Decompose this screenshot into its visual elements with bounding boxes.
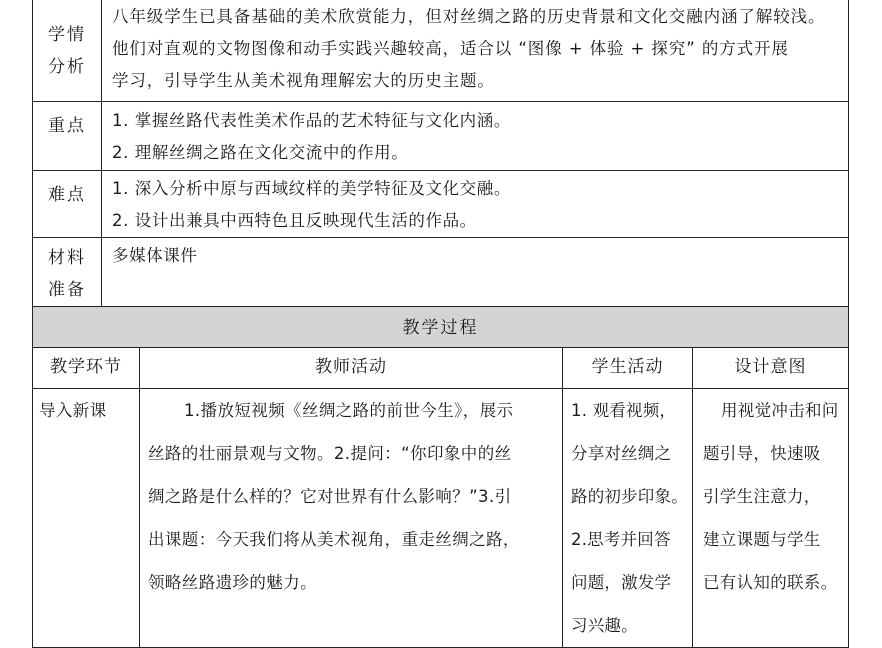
stage-label: 导入新课	[39, 401, 107, 420]
row-label-learning-analysis	[32, 0, 102, 102]
header-teacher-activity	[139, 347, 563, 389]
difficulties-content	[101, 170, 849, 238]
student-line: 2.思考并回答	[571, 530, 671, 549]
teacher-activity-cell	[139, 388, 563, 648]
student-line: 分享对丝绸之	[571, 444, 672, 463]
header-label: 教师活动	[315, 357, 387, 377]
content-line: 八年级学生已具备基础的美术欣赏能力，但对丝绸之路的历史背景和文化交融内涵了解较浅。	[112, 7, 826, 26]
header-label: 学生活动	[591, 357, 664, 377]
section-title: 教学过程	[402, 318, 479, 338]
key-points-content	[101, 101, 849, 171]
stage-cell	[32, 388, 140, 648]
header-stage	[32, 347, 140, 389]
student-line: 路的初步印象。	[571, 487, 688, 506]
student-line: 问题，激发学	[571, 573, 672, 592]
header-label: 教学环节	[50, 357, 122, 377]
materials-content	[101, 237, 849, 307]
intent-line: 建立课题与学生	[703, 530, 821, 549]
teacher-line: 领略丝路遗珍的魅力。	[148, 573, 317, 592]
content-line: 2. 设计出兼具中西特色且反映现代生活的作品。	[112, 211, 477, 230]
content-line: 2. 理解丝绸之路在文化交流中的作用。	[112, 143, 409, 162]
intent-line: 已有认知的联系。	[703, 573, 838, 592]
label-line: 重点	[48, 116, 86, 136]
content-line: 学习，引导学生从美术视角理解宏大的历史主题。	[112, 71, 495, 90]
row-label-key-points	[32, 101, 102, 171]
student-activity-cell	[562, 388, 693, 648]
content-line: 1. 深入分析中原与西域纹样的美学特征及文化交融。	[112, 179, 511, 198]
intent-line: 题引导，快速吸	[703, 444, 821, 463]
design-intent-cell	[692, 388, 849, 648]
label-line: 准备	[48, 280, 86, 300]
intent-line: 用视觉冲击和问	[721, 401, 839, 420]
row-label-materials	[32, 237, 102, 307]
row-label-difficulties	[32, 170, 102, 238]
teacher-line: 丝路的壮丽景观与文物。2.提问：“你印象中的丝	[148, 444, 512, 463]
label-line: 学情	[48, 25, 86, 45]
content-line: 1. 掌握丝路代表性美术作品的艺术特征与文化内涵。	[112, 111, 511, 130]
learning-analysis-content	[101, 0, 849, 102]
content-line: 多媒体课件	[112, 246, 198, 265]
teacher-line: 出课题：今天我们将从美术视角，重走丝绸之路，	[148, 530, 520, 549]
student-line: 1. 观看视频，	[571, 401, 677, 420]
label-line: 难点	[48, 185, 86, 205]
header-label: 设计意图	[734, 357, 807, 377]
intent-line: 引学生注意力，	[703, 487, 821, 506]
label-line: 分析	[48, 57, 86, 77]
label-line: 材料	[48, 248, 86, 268]
header-design-intent	[692, 347, 849, 389]
teacher-line: 绸之路是什么样的？它对世界有什么影响？”3.引	[148, 487, 512, 506]
teacher-line: 1.播放短视频《丝绸之路的前世今生》，展示	[184, 401, 514, 420]
student-line: 习兴趣。	[571, 616, 638, 635]
teaching-process-title	[32, 306, 849, 348]
header-student-activity	[562, 347, 693, 389]
content-line: 他们对直观的文物图像和动手实践兴趣较高，适合以 “图像 + 体验 + 探究” 的方式开展	[112, 39, 789, 58]
